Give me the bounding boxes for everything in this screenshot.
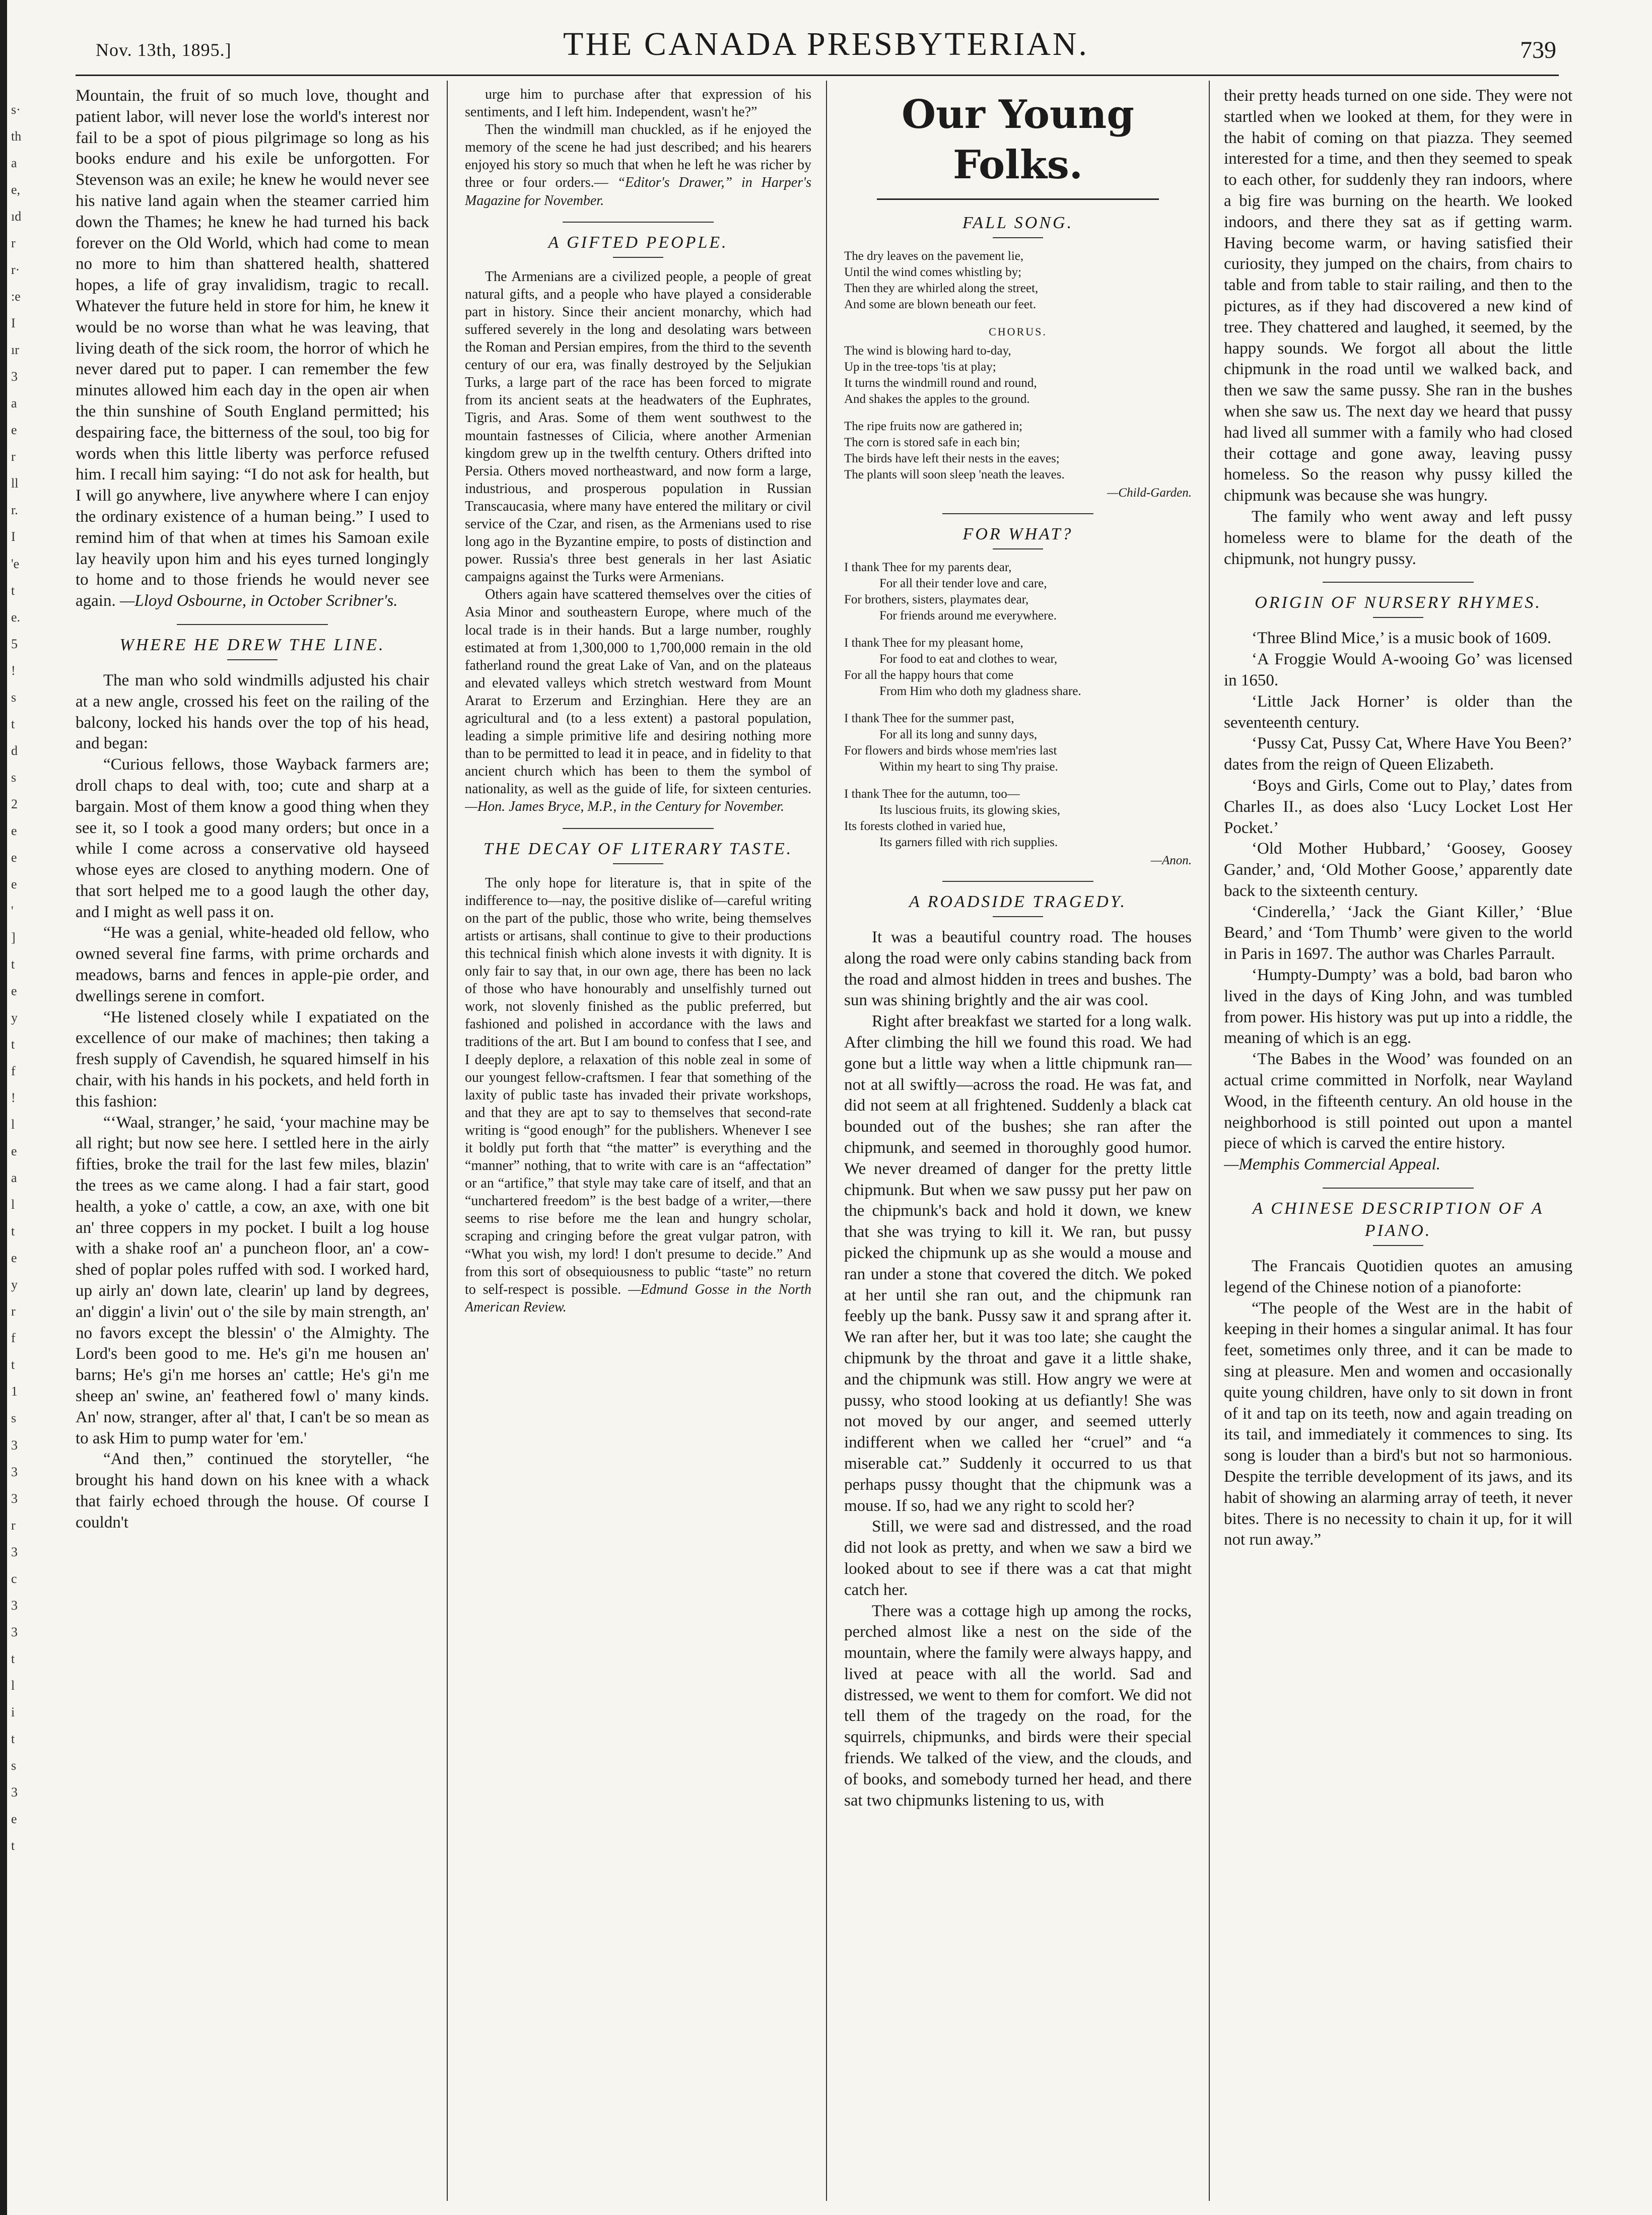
poem-line: For all the happy hours that come (844, 668, 1014, 682)
article-separator (1323, 582, 1474, 583)
poem-line: Its garners filled with rich supplies. (879, 836, 1058, 849)
column-divider (1209, 81, 1210, 2201)
poem-line: Within my heart to sing Thy praise. (879, 760, 1058, 774)
section-title: FALL SONG. (962, 214, 1074, 232)
poem-line: For all their tender love and care, (879, 577, 1047, 590)
margin-fragment: t (11, 957, 15, 972)
margin-fragment: ' (11, 904, 14, 918)
rhyme-entry: ‘Humpty-Dumpty’ was a bold, bad baron who lived in the days of King John, and was tumbled from power. His history was put up into a riddle, the meaning of which is an egg. (1224, 966, 1572, 1048)
margin-fragment: t (11, 1357, 15, 1372)
poem-line: The plants will soon sleep 'neath the leaves. (844, 468, 1065, 481)
article-paragraph: “He was a genial, white-headed old fellow, who owned several fine farms, with prime orchards and meadows, barns and fences in apple-pie order, and dwellings serene in comfort. (76, 924, 429, 1005)
poem-line: I thank Thee for my pleasant home, (844, 636, 1023, 650)
header-rule (76, 75, 1559, 76)
margin-fragment: r (11, 236, 16, 250)
margin-fragment: e (11, 423, 17, 437)
margin-fragment: e (11, 850, 17, 865)
margin-fragment: s (11, 690, 17, 705)
column-2 (465, 86, 811, 2208)
margin-fragment: a (11, 1170, 17, 1185)
article-paragraph: Right after breakfast we started for a long walk. After climbing the hill we found this road. We had gone but a little way when a little chipmunk ran—not at all swiftly—across the road. He was fat, and did not seem at all frightened. Suddenly a black cat bounded out of the bushes; she ran after the chipmunk, and seemed in thoroughly good humor. We never dreamed of danger for the pretty little chipmunk. But when we saw pussy put her paw on the chipmunk's back and hold it down, we knew that she was trying to kill it. We ran, but pussy picked the chipmunk up as she would a mouse and ran under a stone that covered the ditch. We poked at her until she ran out, and the chipmunk ran feebly up the bank. Pussy saw it and sprang after it. We ran after her, but it was too late; she caught the chipmunk by the throat and gave it a little shake, and the chipmunk was still. How angry we were at pussy, who stood looking at us defiantly! She was not moved by our anger, and seemed utterly indifferent when we called her “cruel” and “a miserable cat.” Suddenly it occurred to us that perhaps pussy thought that the chipmunk was a mouse. If so, had we any right to scold her? (844, 1012, 1192, 1515)
margin-fragment: ] (11, 930, 16, 945)
article-paragraph: There was a cottage high up among the rocks, perched almost like a nest on the side of the mountain, where the family were always happy, and lived at peace with all the world. Sad and distressed, we went to them for comfort. We did not tell them of the tragedy on the road, for the squirrels, chipmunks, and birds were their special friends. We talked of the view, and the clouds, and of books, and somebody turned her head, and there sat two chipmunks listening to us, with (844, 1602, 1192, 1810)
rhyme-entry: ‘Little Jack Horner’ is older than the seventeenth century. (1224, 692, 1572, 732)
article-citation: —Hon. James Bryce, M.P., in the Century for November. (465, 799, 785, 815)
margin-fragment: 3 (11, 1438, 18, 1452)
poem-line: For flowers and birds whose mem'ries last (844, 744, 1057, 757)
margin-fragment: e (11, 877, 17, 891)
margin-fragment: s (11, 1411, 17, 1425)
poem-line: Its luscious fruits, its glowing skies, (879, 803, 1061, 817)
article-separator (563, 222, 714, 223)
column-1 (76, 86, 429, 2208)
margin-fragment: ll (11, 476, 19, 491)
section-title: A ROADSIDE TRAGEDY. (909, 892, 1127, 911)
margin-fragment: f (11, 1331, 16, 1345)
margin-fragment: r. (11, 503, 18, 517)
article-citation: —Edmund Gosse in the North American Review. (465, 1281, 811, 1315)
newspaper-title: THE CANADA PRESBYTERIAN. (563, 26, 1089, 62)
rhyme-entry: ‘Pussy Cat, Pussy Cat, Where Have You Been?’ dates from the reign of Queen Elizabeth. (1224, 734, 1572, 774)
margin-fragment: 'e (11, 557, 20, 571)
margin-fragment: I (11, 529, 16, 544)
article-paragraph: Mountain, the fruit of so much love, thought and patient labor, will never lose the world's interest nor fail to be a spot of pious pilgrimage so long as his books endure and his exile be unforgotten. For Stevenson was an exile; he knew he would never see his native land again when the steamer carried him down the Thames; he knew he had turned his back forever on the Old World, which had come to mean no more to him than shattered health, shattered hopes, a life of gray invalidism, tragic to recall. Whatever the future held in store for him, he knew it would be no worse than what he was leaving, that living death of the sick room, the horror of which he never dared put to paper. I can remember the few minutes allowed him each day in the open air when the thin sunshine of South England permitted; his despairing face, the bitterness of the soul, too big for words when this little liberty was perforce refused him. I recall him saying: “I do not ask for health, but I will go anywhere, live anywhere where I can enjoy the ordinary existence of a human being.” I used to remind him of that when at times his Samoan exile lay heavily upon him and his eyes turned longingly to home and to those friends he would never see again. —Lloyd Osbourne, in October Scribner's. (76, 87, 429, 610)
margin-fragment: y (11, 1277, 18, 1292)
poem-line: And some are blown beneath our feet. (844, 298, 1037, 311)
margin-fragment: 3 (11, 369, 18, 384)
margin-fragment: d (11, 743, 18, 758)
margin-fragment: 3 (11, 1598, 18, 1613)
title-rule (1373, 617, 1423, 618)
margin-fragment: s (11, 1758, 17, 1773)
poem-line: For friends around me everywhere. (879, 609, 1057, 622)
article-paragraph: “And then,” continued the storyteller, “he brought his hand down on his knee with a whack that fairly echoed through the house. Of course I couldn't (76, 1450, 429, 1532)
margin-fragment: e. (11, 610, 21, 625)
rhyme-entry: ‘A Froggie Would A-wooing Go’ was licensed in 1650. (1224, 650, 1572, 689)
article-separator (563, 828, 714, 829)
margin-fragment: t (11, 1838, 15, 1853)
article-paragraph: Others again have scattered themselves over the cities of Asia Minor and southeastern Europe, where much of the local trade is in their hands. But a large number, roughly estimated at from 1,300,000 to 1,700,000 remain in the old fatherland round the great Lake of Van, and on the plateaus and elevated valleys which stretch westward from Mount Ararat to Erzerum and Erzinghian. Here they are an agricultural and (to a less extent) a pastoral population, leading a simple primitive life and desiring nothing more than to be permitted to lead it in peace, and in fidelity to that ancient church which has been to them the symbol of nationality, as well as the guide of life, for sixteen centuries. —Hon. James Bryce, M.P., in the Century for November. (465, 587, 811, 815)
article-paragraph: It was a beautiful country road. The houses along the road were only cabins standing back from the road and almost hidden in trees and bushes. The sun was shining brightly and the air was cool. (844, 928, 1192, 1010)
margin-fragment: l (11, 1117, 15, 1132)
poem-line: Its forests clothed in varied hue, (844, 819, 1006, 833)
margin-fragment: 3 (11, 1545, 18, 1559)
margin-fragment: t (11, 717, 15, 731)
poem-line: I thank Thee for my parents dear, (844, 561, 1012, 574)
margin-fragment: e (11, 823, 17, 838)
margin-fragment: 3 (11, 1465, 18, 1479)
margin-fragment: ! (11, 663, 16, 678)
margin-fragment: 1 (11, 1384, 18, 1399)
title-rule (613, 257, 663, 258)
article-paragraph: their pretty heads turned on one side. They were not startled when we looked at them, for they were in the habit of coming on that piazza. They seemed interested for a time, and then they seemed to speak to each other, for suddenly they ran indoors, where a big fire was burning on the hearth. We looked indoors, and there they sat as if getting warm. Having become warm, or having satisfied their curiosity, they jumped on the chairs, from chairs to table and from table to stair railing, and then to the pictures, as if they had discovered a new kind of tree. They chattered and laughed, it seemed, by the happy sounds. We forgot all about the little chipmunk in the road until we walked back, and then we saw the same pussy. She ran in the bushes when she saw us. The next day we heard that pussy had lived all summer with a family who had closed their cottage and gone away, leaving pussy homeless. So the reason why pussy killed the chipmunk was because she was hungry. (1224, 87, 1572, 505)
column-divider (447, 81, 448, 2201)
article-paragraph: Still, we were sad and distressed, and the road did not look as pretty, and when we saw a bird we looked about to see if there was a cat that might catch her. (844, 1517, 1192, 1599)
rhyme-entry: ‘Old Mother Hubbard,’ ‘Goosey, Goosey Gander,’ and, ‘Old Mother Goose,’ apparently date back to the sixteenth century. (1224, 840, 1572, 900)
margin-fragment: s· (11, 102, 21, 117)
section-title: A GIFTED PEOPLE. (548, 233, 728, 252)
margin-fragment: s (11, 770, 17, 785)
margin-fragment: :e (11, 289, 21, 304)
poem-line: The dry leaves on the pavement lie, (844, 249, 1024, 263)
article-paragraph: Then the windmill man chuckled, as if he enjoyed the memory of the scene he had just described; and his hearers enjoyed his story so much that when he left he was richer by three or four orders.— “Editor's Drawer,” in Harper's Magazine for November. (465, 122, 811, 209)
margin-fragment: 3 (11, 1625, 18, 1639)
article-separator (942, 881, 1093, 882)
poem-stanza (844, 635, 1192, 700)
margin-fragment: t (11, 1651, 15, 1666)
poem-stanza (844, 560, 1192, 624)
poem-line: The corn is stored safe in each bin; (844, 436, 1020, 449)
poem-stanza (844, 419, 1192, 483)
margin-fragment: a (11, 156, 17, 170)
title-rule (993, 237, 1043, 238)
article-citation: —Memphis Commercial Appeal. (1224, 1155, 1440, 1174)
binding-edge (0, 0, 45, 2215)
poem-line: And shakes the apples to the ground. (844, 392, 1030, 406)
rhyme-entry: ‘Three Blind Mice,’ is a music book of 1609. (1252, 629, 1552, 648)
margin-fragment: l (11, 1197, 15, 1212)
page-number: 739 (1520, 37, 1556, 63)
article-citation: “Editor's Drawer,” in Harper's Magazine for November. (465, 175, 811, 209)
column-3 (844, 86, 1192, 2208)
article-paragraph: “Curious fellows, those Wayback farmers are; droll chaps to deal with, too; cute and sharp at a bargain. Most of them know a good thing when they see it, so I took a good many orders; but once in a while I come across a conservative old hayseed whose eyes are closed to anything modern. One of that sort helped me to a good laugh the other day, and I might as well pass it on. (76, 755, 429, 921)
title-rule (1373, 1245, 1423, 1246)
margin-fragment: a (11, 396, 17, 410)
section-title: WHERE HE DREW THE LINE. (119, 635, 385, 654)
article-paragraph: “‘Waal, stranger,’ he said, ‘your machine may be all right; but now see here. I settled here in the airly fifties, broke the trail for the last few miles, blazin' the trees as we came along. I had a fair start, good health, a yoke o' cattle, a cow, an axe, with one bit an' three coppers in my pocket. I built a log house with a shake roof an' a puncheon floor, an' a cow-shed of poplar poles ruffed with sod. I worked hard, up airly an' down late, clearin' up land by degrees, an' diggin' a livin' out o' the sile by main strength, an' no favors except the blessin' o' the Almighty. The Lord's been good to me. He's gi'n me housen an' barns; He's gi'n me horses an' cattle; He's gi'n me sheep an' swine, an' feathered fowl o' many kinds. An' now, stranger, after al' that, I can't be so mean as to ask Him to pump water for 'em.' (76, 1113, 429, 1447)
poem-line: For food to eat and clothes to wear, (879, 652, 1058, 666)
article-paragraph: “The people of the West are in the habit of keeping in their homes a singular animal. It has four feet, sometimes only three, and it can be made to sing at pleasure. Men and women and occasionally quite young children, have only to sit down in front of it and tap on its teeth, now and again treading on its tail, and immediately it commences to sing. Its song is louder than a bird's but not so harmonious. Despite the terrible development of its jaws, and its habit of showing an alarming array of teeth, it never bites. There is no necessity to chain it up, for it will not run away.” (1224, 1299, 1572, 1549)
margin-fragment: e (11, 1144, 17, 1158)
margin-fragment: t (11, 1037, 15, 1052)
article-paragraph: “He listened closely while I expatiated on the excellence of our make of machines; then taking a fresh supply of Cavendish, he squared himself in his chair, with his hands in his pockets, and held forth in this fashion: (76, 1008, 429, 1111)
margin-fragment: e (11, 984, 17, 998)
title-rule (993, 916, 1043, 917)
margin-fragment: i (11, 1705, 15, 1719)
margin-fragment: l (11, 1678, 15, 1693)
margin-fragment: t (11, 1224, 15, 1238)
column-4 (1224, 86, 1572, 2208)
margin-fragment: I (11, 316, 16, 330)
margin-fragment: 2 (11, 797, 18, 811)
margin-fragment: r (11, 1518, 16, 1533)
article-separator (942, 513, 1093, 514)
title-rule (613, 863, 663, 864)
margin-fragment: ır (11, 342, 19, 357)
poem-stanza (844, 711, 1192, 775)
rhyme-entry: ‘The Babes in the Wood’ was founded on an actual crime committed in Norfolk, near Wayland Wood, in the fifteenth century. An old house in the neighborhood is still pointed out upon a mantel piece of which is carved the entire history. (1224, 1050, 1572, 1153)
margin-fragment: y (11, 1010, 18, 1025)
rhyme-entry: ‘Cinderella,’ ‘Jack the Giant Killer,’ ‘Blue Beard,’ and ‘Tom Thumb’ were given to the world in Paris in 1697. The author was Charles Parrault. (1224, 903, 1572, 963)
poem-stanza (844, 786, 1192, 851)
margin-fragment: th (11, 129, 22, 144)
section-masthead: Our Young Folks. (902, 92, 1134, 188)
margin-fragment: e (11, 1251, 17, 1265)
margin-fragment: ıd (11, 209, 22, 224)
poem-stanza (844, 248, 1192, 313)
article-paragraph: urge him to purchase after that expression of his sentiments, and I left him. Independent, wasn't he?” (465, 87, 811, 120)
article-paragraph: The only hope for literature is, that in spite of the indifference to—nay, the positive dislike of—careful writing on the part of the public, those who write, being themselves artists or artisans, shall continue to give to their productions this technical finish which alone invests it with dignity. It is only fair to say that, in our own age, there has been no lack of those who have honourably and unselfishly turned out work, not slovenly finished as the public preferred, but fashioned and polished in accordance with the laws and traditions of the art. But I am bound to confess that I see, and I deeply deplore, a relaxation of this noble zeal in some of our youngest fellow-craftsmen. I fear that something of the laxity of public taste has invaded their private workshops, and that they are apt to say to themselves that second-rate writing is “good enough” for the publishers. Whenever I see it boldly put forth that “the matter” is everything and the “manner” nothing, that to write with care is an “affectation” or an “artifice,” that style may take care of itself, and that an “unchartered freedom” is the best badge of a writer,—there seems to rise before me the lean and hungry scholar, scraping and cringing before the great vulgar patron, with “What you wish, my lord! I don't presume to decide.” And from this sort of obsequiousness to public “taste” no return to self-respect is possible. —Edmund Gosse in the North American Review. (465, 875, 811, 1315)
margin-fragment: 3 (11, 1785, 18, 1799)
chorus-label: CHORUS. (989, 325, 1047, 338)
masthead-rule (877, 198, 1159, 200)
title-rule (227, 659, 278, 660)
poem-line: I thank Thee for the autumn, too— (844, 787, 1020, 801)
poem-line: I thank Thee for the summer past, (844, 712, 1014, 725)
poem-line: Until the wind comes whistling by; (844, 265, 1022, 279)
poem-fall-song (844, 248, 1192, 501)
title-rule (993, 548, 1043, 549)
article-citation: —Lloyd Osbourne, in October Scribner's. (119, 592, 398, 610)
poem-line: The ripe fruits now are gathered in; (844, 420, 1023, 433)
poem-line: From Him who doth my gladness share. (879, 684, 1081, 698)
margin-fragment: r (11, 1304, 16, 1319)
article-separator (177, 624, 328, 625)
poem-line: The birds have left their nests in the eaves; (844, 452, 1060, 465)
margin-fragment: c (11, 1571, 17, 1586)
article-paragraph: The Armenians are a civilized people, a people of great natural gifts, and a people who have played a considerable part in history. Since their ancient monarchy, which had suffered severely in the long and desolating wars between the Roman and Persian empires, from the third to the seventh century of our era, was finally destroyed by the Seljukian Turks, a large part of the race has been forced to migrate from its ancient seats at the headwaters of the Euphrates, Tigris, and Aras. Some of them went southwest to the mountain fastnesses of Cilicia, where another Armenian kingdom grew up in the twelfth century. Others drifted into Persia. Others moved northeastward, and now form a large, industrious, and prosperous population in Russian Transcaucasia, where many have entered the military or civil service of the Czar, and risen, as the Armenians used to rise long ago in the Byzantine empire, to posts of distinction and power. Russia's three best generals in her last Asiatic campaigns against the Turks were Armenians. (465, 268, 811, 585)
article-paragraph: The man who sold windmills adjusted his chair at a new angle, crossed his feet on the railing of the balcony, locked his hands over the top of his head, and began: (76, 671, 429, 753)
poem-citation: —Child-Garden. (1107, 486, 1192, 500)
margin-fragment: f (11, 1064, 16, 1078)
poem-line: The wind is blowing hard to-day, (844, 344, 1011, 358)
poem-line: It turns the windmill round and round, (844, 376, 1037, 390)
poem-line: Up in the tree-tops 'tis at play; (844, 360, 996, 374)
poem-line: Then they are whirled along the street, (844, 282, 1039, 295)
margin-fragment: r· (11, 262, 20, 277)
page-header (96, 25, 1556, 71)
margin-fragment: t (11, 583, 15, 598)
section-title: THE DECAY OF LITERARY TASTE. (483, 839, 793, 858)
margin-fragment: 3 (11, 1491, 18, 1506)
poem-line: For brothers, sisters, playmates dear, (844, 593, 1029, 606)
margin-fragment: r (11, 449, 16, 464)
poem-citation: —Anon. (1150, 854, 1192, 867)
rhyme-entry: ‘Boys and Girls, Come out to Play,’ dates from Charles II., as does also ‘Lucy Locket Lost Her Pocket.’ (1224, 776, 1572, 837)
article-paragraph: The Francais Quotidien quotes an amusing legend of the Chinese notion of a pianoforte: (1224, 1257, 1572, 1296)
article-separator (1323, 1188, 1474, 1189)
section-title: A CHINESE DESCRIPTION OF A PIANO. (1252, 1199, 1544, 1240)
margin-fragment: e, (11, 182, 21, 197)
section-title: ORIGIN OF NURSERY RHYMES. (1255, 593, 1542, 612)
column-divider (826, 81, 827, 2201)
margin-fragment: t (11, 1732, 15, 1746)
margin-fragment: e (11, 1812, 17, 1826)
poem-for-what (844, 560, 1192, 869)
section-title: FOR WHAT? (962, 525, 1073, 543)
poem-line: For all its long and sunny days, (879, 728, 1038, 741)
margin-fragment: ! (11, 1090, 16, 1105)
poem-stanza (844, 343, 1192, 407)
margin-fragment: 5 (11, 637, 18, 651)
article-paragraph: The family who went away and left pussy homeless were to blame for the death of the chipmunk, not hungry pussy. (1224, 507, 1572, 568)
issue-date: Nov. 13th, 1895.] (96, 40, 232, 60)
